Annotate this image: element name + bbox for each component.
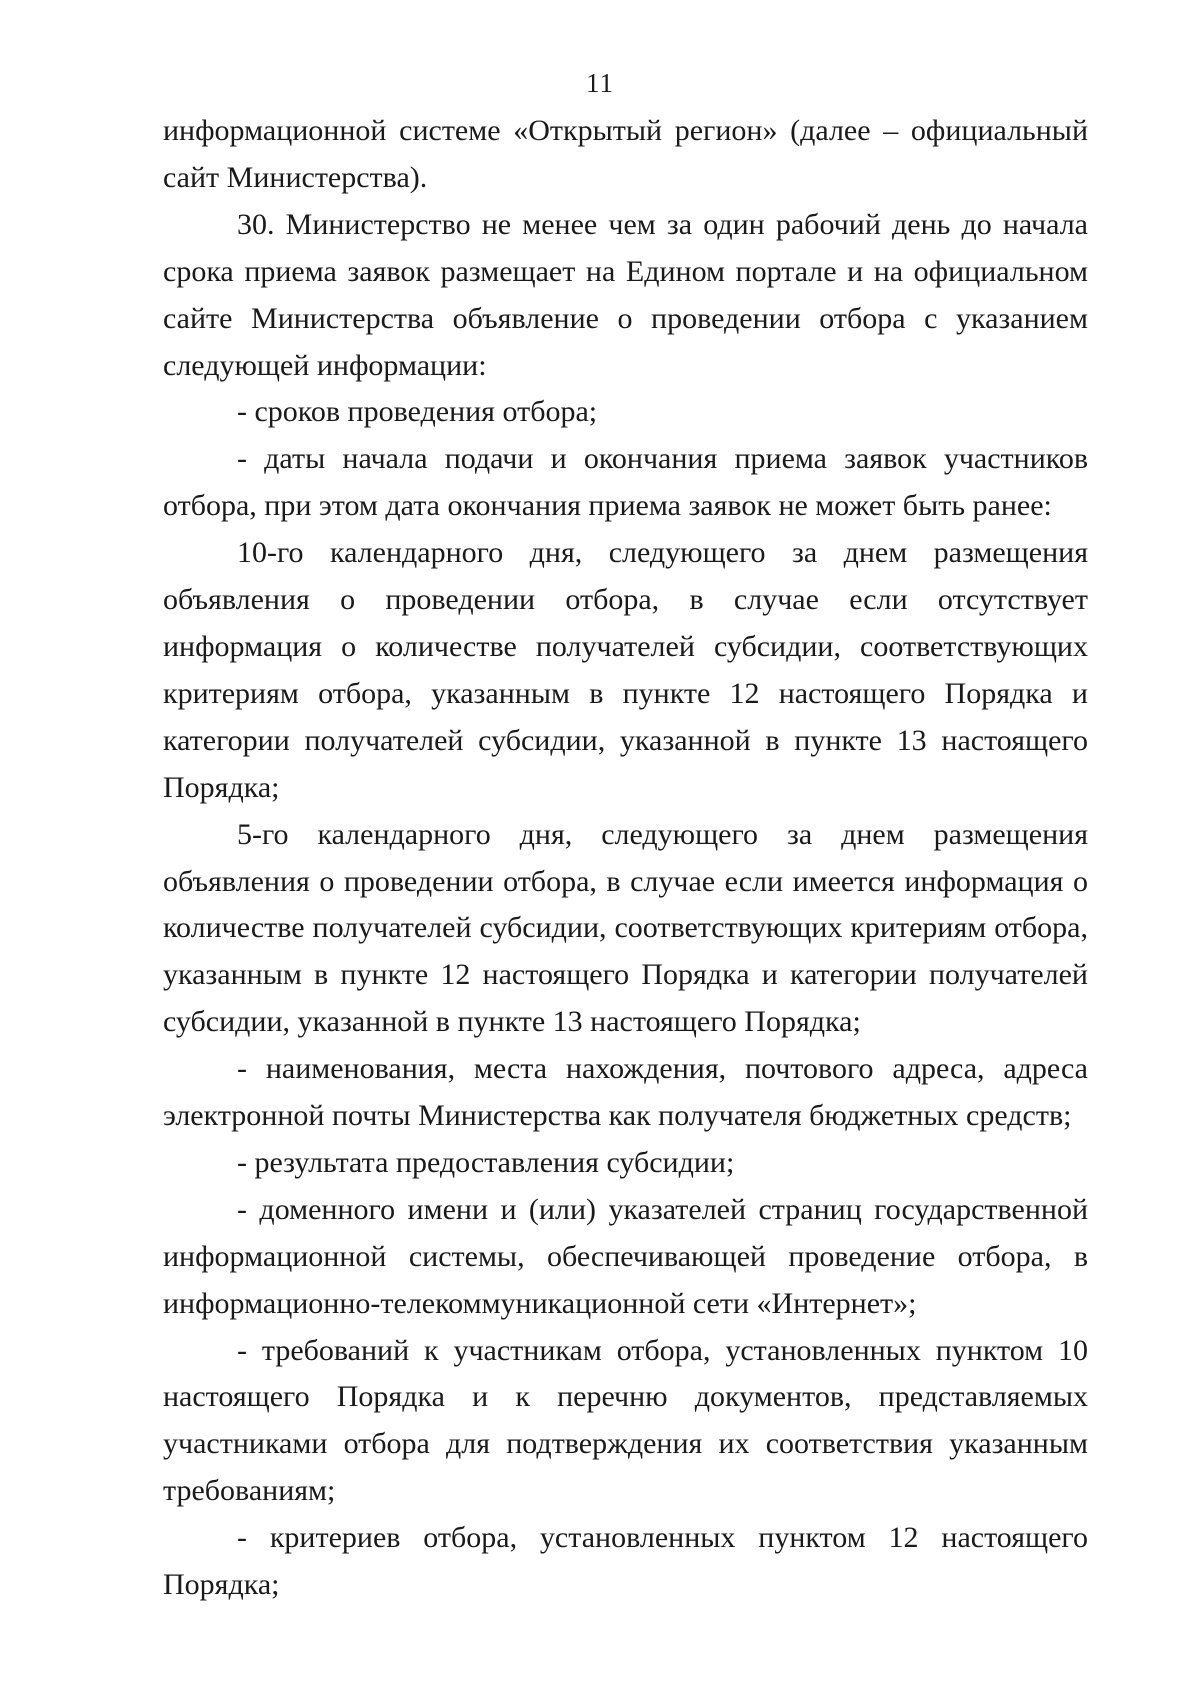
- paragraph-continuation: информационной системе «Открытый регион» (далее – официальный сайт Министерства).: [163, 114, 1088, 194]
- list-item: - наименования, места нахождения, почтового адреса, адреса электронной почты Министерства как получателя бюджетных средств;: [163, 1052, 1088, 1133]
- list-item: - даты начала подачи и окончания приема заявок участников отбора, при этом дата окончания приема заявок не может быть ранее:: [163, 442, 1088, 523]
- paragraph: 5-го календарного дня, следующего за днем размещения объявления о проведении отбора, в случае если имеется информация о количестве получателей субсидии, соответствующих критериям отбора, указанным в пункте 12 настоящего Порядка и категории получателей субсидии, указанной в пункте 13 настоящего Порядка;: [163, 817, 1088, 1039]
- paragraph: 10-го календарного дня, следующего за днем размещения объявления о проведении отбора, в случае если отсутствует информация о количестве получателей субсидии, соответствующих критериям отбора, указанным в пункте 12 настоящего Порядка и категории получателей субсидии, указанной в пункте 13 настоящего Порядка;: [163, 536, 1088, 804]
- list-item: - доменного имени и (или) указателей страниц государственной информационной системы, обеспечивающей проведение отбора, в информационно-телекоммуникационной сети «Интернет»;: [163, 1192, 1088, 1320]
- paragraph-item-30: 30. Министерство не менее чем за один рабочий день до начала срока приема заявок размещает на Едином портале и на официальном сайте Министерства объявление о проведении отбора с указанием следующей информации:: [163, 207, 1088, 382]
- document-body: [163, 108, 1088, 1609]
- list-item: - требований к участникам отбора, установленных пунктом 10 настоящего Порядка и к перечню документов, представляемых участниками отбора для подтверждения их соответствия указанным требованиям;: [163, 1333, 1088, 1508]
- page-number: 11: [586, 68, 614, 98]
- list-item: - сроков проведения отбора;: [237, 395, 598, 429]
- list-item: - критериев отбора, установленных пунктом 12 настоящего Порядка;: [163, 1521, 1088, 1602]
- list-item: - результата предоставления субсидии;: [237, 1145, 735, 1179]
